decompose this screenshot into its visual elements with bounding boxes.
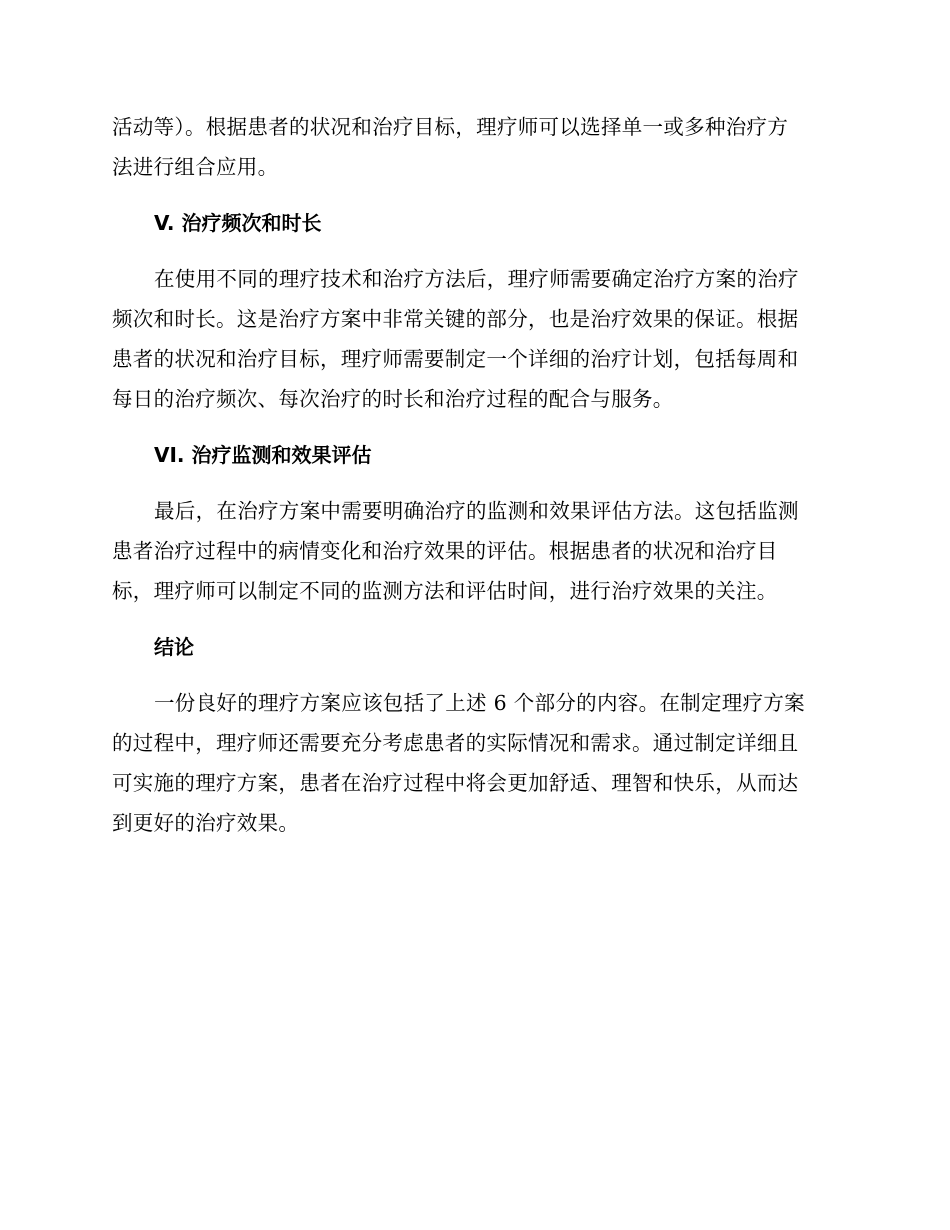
text-line: 每日的治疗频次、每次治疗的时长和治疗过程的配合与服务。 <box>112 387 674 411</box>
section-heading-frequency-duration: V. 治疗频次和时长 <box>154 211 322 235</box>
text-line: 到更好的治疗效果。 <box>112 811 300 835</box>
document-page <box>112 107 830 843</box>
text-line: 标，理疗师可以制定不同的监测方法和评估时间，进行治疗效果的关注。 <box>112 579 778 603</box>
paragraph-frequency-duration <box>112 259 830 419</box>
paragraph-conclusion <box>112 683 830 843</box>
text-line: 的过程中，理疗师还需要充分考虑患者的实际情况和需求。通过制定详细且 <box>112 731 799 755</box>
text-line: 活动等）。根据患者的状况和治疗目标，理疗师可以选择单一或多种治疗方 <box>112 115 789 139</box>
paragraph-treatment-methods <box>112 107 830 187</box>
text-line: 一份良好的理疗方案应该包括了上述 6 个部分的内容。在制定理疗方案 <box>154 691 805 715</box>
text-line: 患者治疗过程中的病情变化和治疗效果的评估。根据患者的状况和治疗目 <box>112 539 778 563</box>
text-line: 最后，在治疗方案中需要明确治疗的监测和效果评估方法。这包括监测 <box>154 499 799 523</box>
text-line: 患者的状况和治疗目标，理疗师需要制定一个详细的治疗计划，包括每周和 <box>112 347 799 371</box>
section-heading-conclusion: 结论 <box>154 635 194 659</box>
text-line: 在使用不同的理疗技术和治疗方法后，理疗师需要确定治疗方案的治疗 <box>154 267 799 291</box>
paragraph-monitoring-evaluation <box>112 491 830 611</box>
text-line: 频次和时长。这是治疗方案中非常关键的部分，也是治疗效果的保证。根据 <box>112 307 799 331</box>
text-line: 可实施的理疗方案，患者在治疗过程中将会更加舒适、理智和快乐，从而达 <box>112 771 799 795</box>
section-heading-monitoring-evaluation: VI. 治疗监测和效果评估 <box>154 443 372 467</box>
text-line: 法进行组合应用。 <box>112 155 279 179</box>
